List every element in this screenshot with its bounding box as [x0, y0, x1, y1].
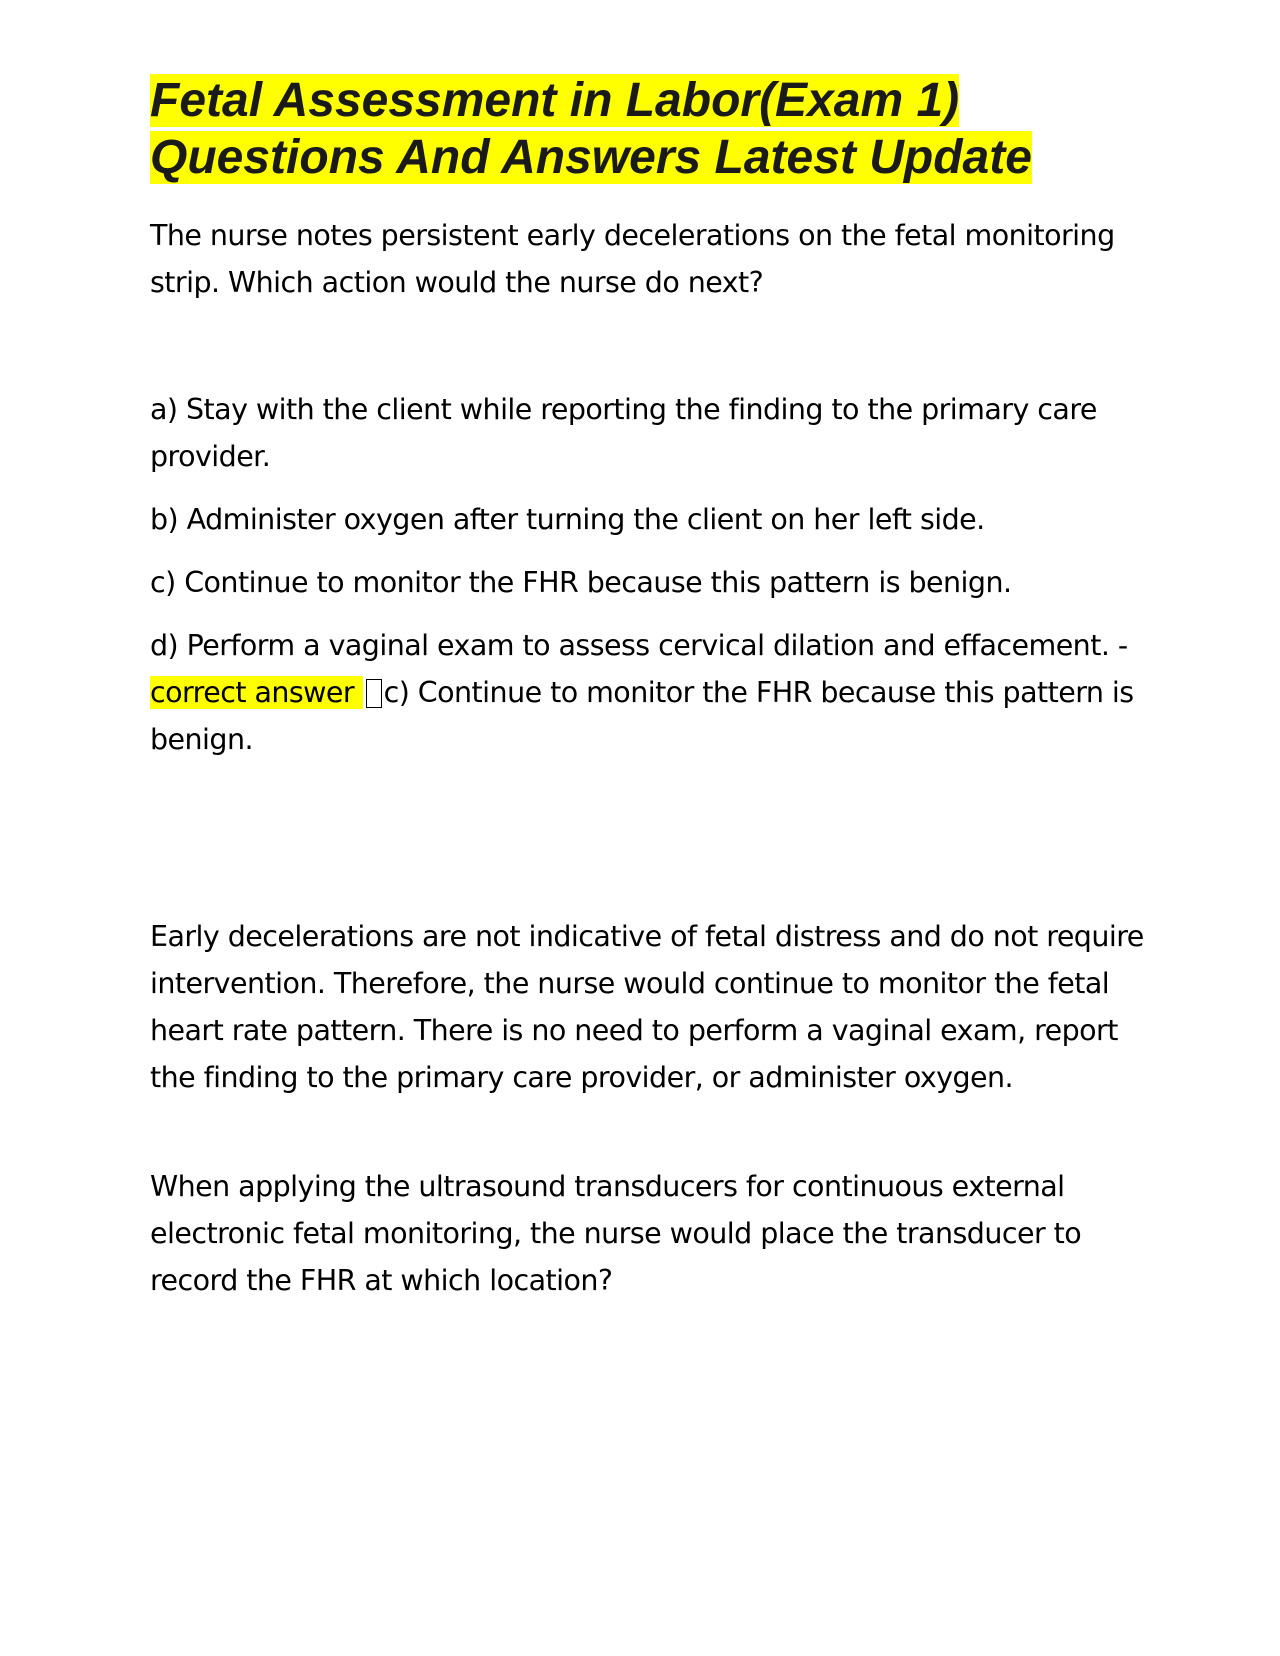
answer-explanation: Early decelerations are not indicative of fetal distress and do not require intervention. Therefore, the nurse would continue to monitor the fetal heart rate pattern. There is no need to perform a vaginal exam, report the finding to the primary care provider, or administer oxygen.	[150, 920, 1144, 1094]
answer-option-a: a) Stay with the client while reporting the finding to the primary care provider.	[150, 393, 1097, 473]
question-1-text: The nurse notes persistent early decelerations on the fetal monitoring strip. Which action would the nurse do next?	[150, 219, 1115, 299]
correct-answer-text: c) Continue to monitor the FHR because this pattern is benign.	[150, 676, 1134, 756]
question-2-text: When applying the ultrasound transducers for continuous external electronic fetal monitoring, the nurse would place the transducer to record the FHR at which location?	[150, 1170, 1082, 1297]
answer-option-d: d) Perform a vaginal exam to assess cervical dilation and effacement. -	[150, 629, 1128, 662]
title-line-2: Questions And Answers Latest Update	[150, 131, 1032, 184]
document-title	[150, 72, 1150, 186]
document-page	[150, 72, 1150, 1304]
title-line-1: Fetal Assessment in Labor(Exam 1)	[150, 74, 960, 127]
answer-option-c: c) Continue to monitor the FHR because this pattern is benign.	[150, 566, 1012, 599]
correct-answer-line	[150, 669, 1150, 763]
correct-answer-label: correct answer	[150, 676, 363, 709]
missing-glyph-icon	[366, 679, 382, 708]
answer-option-b: b) Administer oxygen after turning the client on her left side.	[150, 503, 985, 536]
